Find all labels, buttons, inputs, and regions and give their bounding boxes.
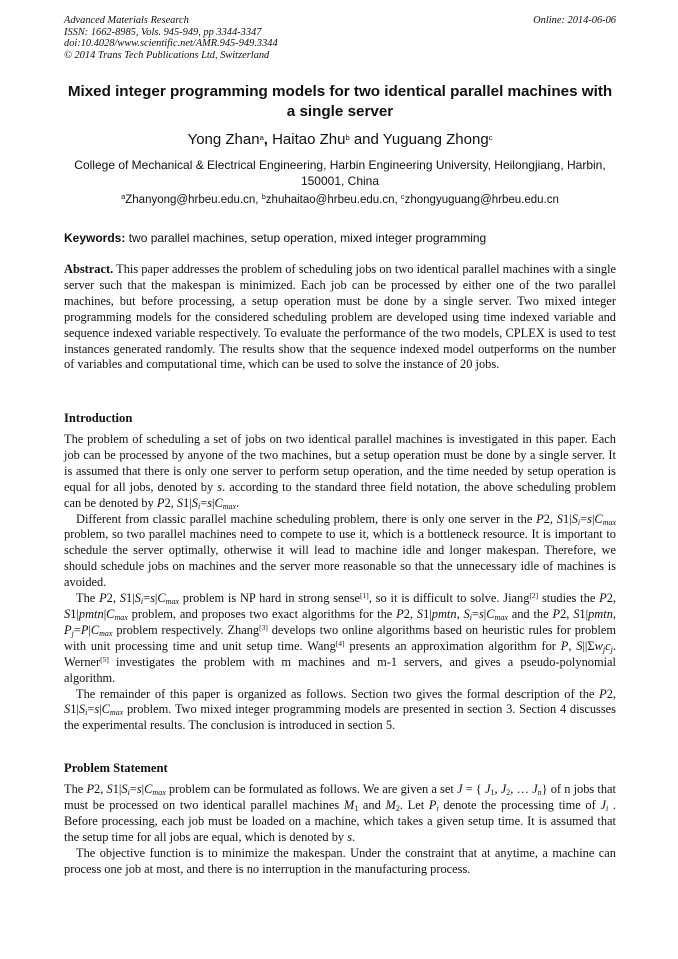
affiliation: College of Mechanical & Electrical Engineering, Harbin Engineering University, Heilongjiang, Harbin, 150001, China — [74, 158, 606, 188]
email-list: $^a$Zhanyong@hrbeu.edu.cn, $^b$zhuhaitao@hrbeu.edu.cn, $^c$zhongyuguang@hrbeu.edu.cn — [121, 192, 559, 206]
paragraph: The problem of scheduling a set of jobs on two identical parallel machines is investigated in this paper. Each job can be processed by anyone of the two machines, but a setup operation must be done by a single server. It is assumed that there is only one server to perform setup operation, and the time needed by setup operation is equal for all jobs, denoted by s. according to the standard three field notation, the above scheduling problem can be denoted by P2, $S1|S_i=s|C_{max}$. — [64, 432, 616, 511]
email-superscript: b — [261, 192, 266, 201]
author-name: Yuguang Zhong — [382, 131, 489, 148]
keywords-label: Keywords: — [64, 231, 126, 245]
author-superscript: b — [345, 133, 350, 142]
paragraph: The P2, $S1|S_i=s|C_{max}$ problem is NP hard in strong sense[1], so it is difficult to solve. Jiang[2] studies the P2, $S1|pmtn|C_{max}$ problem, and proposes two exact algorithms for the P2, S1|pmtn, $S_i=s|C_{max}$ and the P2, S1|pmtn, $P_j=P|C_{max}$ problem respectively. Zhang[3] develops two online algorithms based on heuristic rules for problem with unit processing time and unit setup time. Wang[4] presents an approximation algorithm for P, $S||\Sigma w_jc_j$. Werner[5] investigates the problem with m machines and m-1 servers, and gives a pseudo-polynomial algorithm. — [64, 591, 617, 685]
email-link[interactable]: zhuhaitao@hrbeu.edu.cn — [265, 194, 395, 206]
author-conjunction: and — [353, 131, 379, 148]
abstract — [64, 262, 616, 373]
paragraph: Different from classic parallel machine scheduling problem, there is only one server in the P2, $S1|S_i=s|C_{max}$ problem, so two parallel machines need to compete to use it, which is a bottleneck resource. It is important to schedule the server optimally, otherwise it will lead to machine idle and longer makespan. Therefore, we should schedule jobs on machines and the server more reasonable so that the unnecessary idle of machines is avoided. — [64, 511, 617, 590]
section-heading-problem-statement: Problem Statement — [64, 761, 168, 775]
paragraph: The remainder of this paper is organized as follows. Section two gives the formal description of the P2, $S1|S_i=s|C_{max}$ problem. Two mixed integer programming models are presented in section 3. Section 4 discusses the experimental results. The conclusion is introduced in section 5. — [64, 686, 616, 733]
copyright-line: © 2014 Trans Tech Publications Ltd, Switzerland — [64, 49, 270, 61]
abstract-text: This paper addresses the problem of scheduling jobs on two identical parallel machines with a single server such that the makespan is minimized. Each job can be processed by either one of the two parallel machines, but before processing, a setup operation must be done by a single server. Two mixed integer programming models for the considered scheduling problem are developed using time indexed variable and sequence indexed variable respectively. To evaluate the performance of the two models, CPLEX is used to test instances generated randomly. The results show that the sequence indexed model outperforms on the number of variables and computational time, which can be used to solve the instance of 20 jobs. — [64, 262, 617, 372]
journal-name: Advanced Materials Research — [64, 15, 189, 26]
online-date: Online: 2014-06-06 — [533, 15, 616, 26]
issn-line: ISSN: 1662-8985, Vols. 945-949, pp 3344-3347 — [64, 26, 262, 38]
keywords — [64, 231, 616, 245]
author-list: Yong Zhan$^a$, Haitao Zhu$^b$ and Yuguang Zhong$^c$ — [187, 131, 493, 148]
doi-line: doi:10.4028/www.scientific.net/AMR.945-949.3344 — [64, 38, 278, 50]
abstract-label: Abstract. — [64, 262, 114, 276]
author-name: Yong Zhan — [187, 131, 260, 148]
running-header — [64, 15, 616, 61]
email-superscript: a — [121, 192, 126, 201]
paragraph: The objective function is to minimize the makespan. Under the constraint that at anytime, a machine can process one job at most, and there is no interruption in the manufacturing process. — [64, 845, 616, 876]
paragraph: The P2, $S1|S_i=s|C_{max}$ problem can be formulated as follows. We are given a set J = { $J_1$, $J_2$, … $J_n$} of n jobs that must be processed on two identical parallel machines $M_1$ and $M_2$. Let $P_i$ denote the processing time of $J_i$ . Before processing, each job must be loaded on a machine, which takes a given setup time. It is assumed that the setup time for all jobs are equal, which is denoted by s. — [64, 782, 617, 844]
section-heading-introduction: Introduction — [64, 411, 133, 425]
problem-statement-body — [64, 782, 616, 877]
keywords-text: two parallel machines, setup operation, mixed integer programming — [128, 231, 487, 245]
email-superscript: c — [400, 192, 405, 201]
email-link[interactable]: zhongyuguang@hrbeu.edu.cn — [404, 194, 559, 206]
author-superscript: c — [488, 133, 493, 142]
email-link[interactable]: Zhanyong@hrbeu.edu.cn — [125, 194, 256, 206]
author-superscript: a — [259, 133, 264, 142]
introduction-body — [64, 432, 616, 734]
author-name: Haitao Zhu — [272, 131, 346, 148]
paper-title: Mixed integer programming models for two identical parallel machines with a single server — [67, 83, 613, 120]
